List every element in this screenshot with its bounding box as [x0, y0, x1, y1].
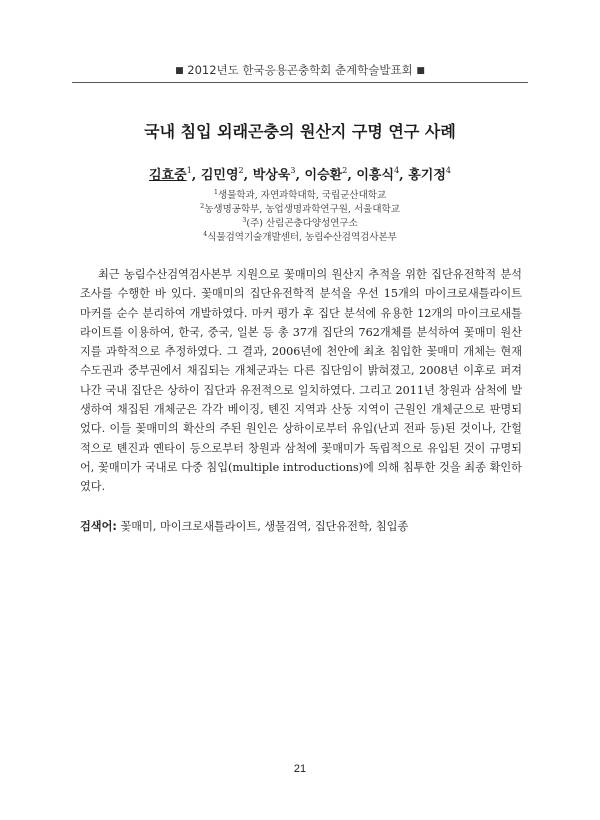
- affiliation-text: (주) 산림곤충다양성연구소: [246, 218, 358, 229]
- author-affiliation-mark: 3: [290, 166, 296, 175]
- header-divider: [72, 82, 528, 83]
- affiliation-mark: 2: [200, 202, 205, 210]
- keywords-text: 꽃매미, 마이크로새틀라이트, 생물검역, 집단유전학, 침입종: [120, 520, 409, 533]
- author-separator: ,: [399, 168, 409, 183]
- affiliation-mark: 1: [213, 188, 219, 196]
- author-name: 김효중: [149, 168, 187, 183]
- author-name: 이승환: [304, 168, 343, 183]
- affiliation-line: [0, 217, 600, 231]
- author-list: [0, 164, 600, 183]
- affiliation-line: [0, 231, 600, 245]
- affiliation-mark: 3: [242, 216, 247, 224]
- header-marker-right: ■: [416, 66, 425, 76]
- author-separator: ,: [191, 168, 201, 183]
- affiliation-text: 식물검역기술개발센터, 농림수산검역검사본부: [207, 232, 397, 243]
- keywords: [80, 518, 522, 534]
- affiliation-text: 농생명공학부, 농업생명과학연구원, 서울대학교: [204, 204, 400, 215]
- author-name: 김민영: [200, 168, 239, 183]
- affiliation-mark: 4: [203, 230, 208, 238]
- author-affiliation-mark: 4: [445, 166, 451, 175]
- affiliation-list: [0, 189, 600, 245]
- affiliation-text: 생물학과, 자연과학대학, 국립군산대학교: [218, 190, 387, 201]
- author-affiliation-mark: 2: [238, 166, 244, 175]
- author-affiliation-mark: 1: [186, 166, 192, 175]
- running-header: [0, 62, 600, 78]
- author-affiliation-mark: 4: [394, 166, 400, 175]
- author-separator: ,: [243, 168, 253, 183]
- affiliation-line: [0, 189, 600, 203]
- page-number: 21: [293, 763, 307, 775]
- header-marker-left: ■: [175, 66, 184, 76]
- keywords-label: 검색어:: [80, 520, 117, 533]
- paper-title: 국내 침입 외래곤충의 원산지 구명 연구 사례: [144, 122, 456, 141]
- author-affiliation-mark: 2: [342, 166, 348, 175]
- header-text: 2012년도 한국응용곤충학회 춘계학술발표회: [187, 63, 413, 77]
- abstract-body: 최근 농림수산검역검사본부 지원으로 꽃매미의 원산지 추적을 위한 집단유전학적 분석 조사를 수행한 바 있다. 꽃매미의 집단유전학적 분석을 우선 15개의 마이크로새틀라이트 마커를 순수 분리하여 개발하였다. 마커 평가 후 집단 분석에 유용한 12개의 마이크로새틀라이트를 이용하여, 한국, 중국, 일본 등 총 37개 집단의 762개체를 분석하여 꽃매미 원산지를 과학적으로 추정하였다. 그 결과, 2006년에 천안에 최초 침입한 꽃매미 개체는 현재 수도권과 중부권에서 채집되는 개체군과는 다른 집단임이 밝혀졌고, 2008년 이후로 퍼져나간 국내 집단은 상하이 집단과 유전적으로 일치하였다. 그리고 2011년 창원과 삼척에 발생하여 채집된 개체군은 각각 베이징, 톈진 지역과 산둥 지역이 근원인 개체군으로 판명되었다. 이들 꽃매미의 확산의 주된 원인은 상하이로부터 유입(난괴 전파 등)된 것이나, 간헐적으로 톈진과 옌타이 등으로부터 창원과 삼척에 꽃매미가 독립적으로 유입된 것이 규명되어, 꽃매미가 국내로 다중 침입(multiple introductions)에 의해 침투한 것을 최종 확인하였다.: [80, 268, 522, 494]
- author-separator: ,: [347, 168, 357, 183]
- author-name: 박상욱: [252, 168, 291, 183]
- affiliation-line: [0, 203, 600, 217]
- author-name: 홍기정: [408, 168, 446, 183]
- author-separator: ,: [295, 168, 305, 183]
- author-name: 이흥식: [356, 168, 395, 183]
